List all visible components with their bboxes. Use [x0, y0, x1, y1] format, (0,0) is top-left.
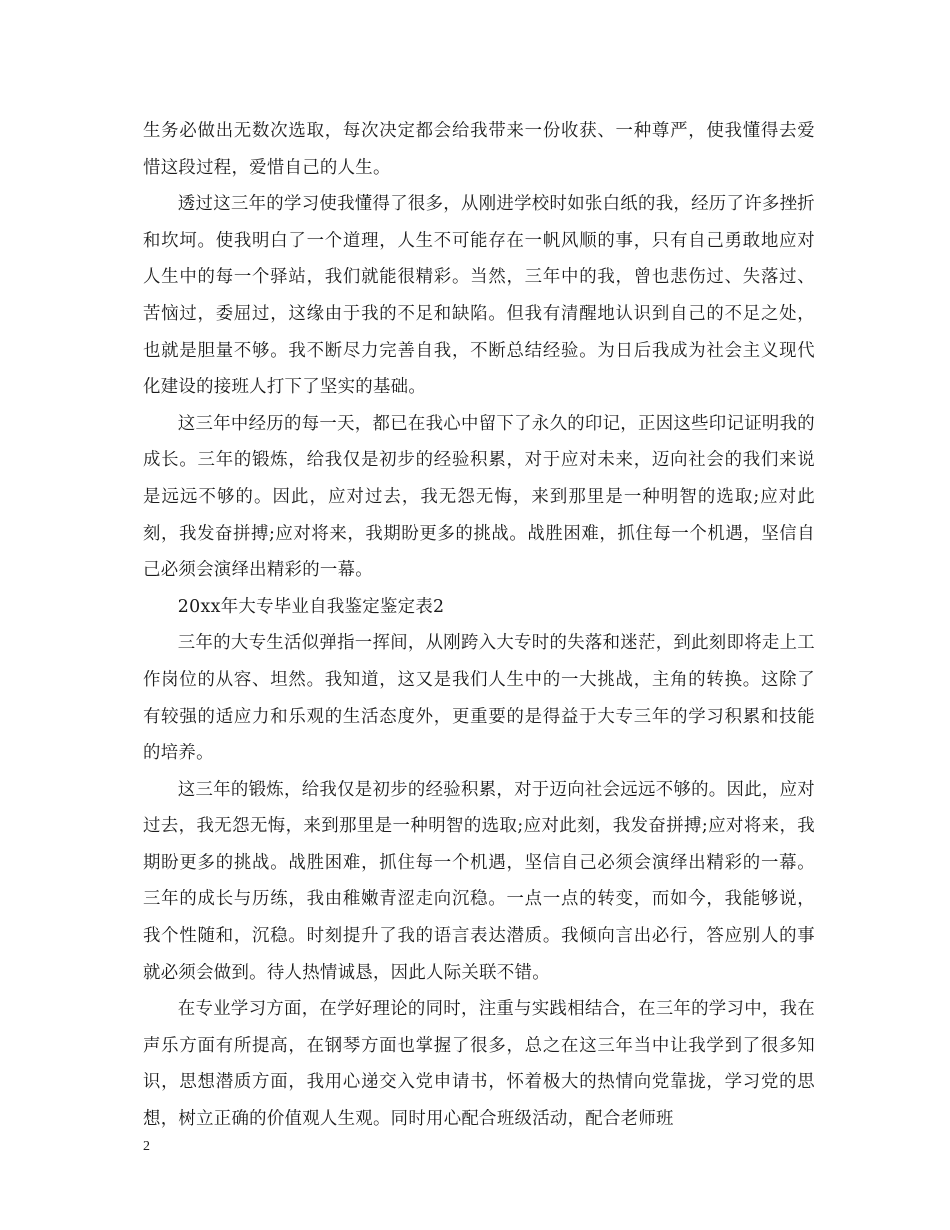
paragraph-1: 生务必做出无数次选取，每次决定都会给我带来一份收获、一种尊严，使我懂得去爱惜这段过程，爱惜自己的人生。 — [143, 121, 815, 178]
paragraph-7: 在专业学习方面，在学好理论的同时，注重与实践相结合，在三年的学习中，我在声乐方面有所提高，在钢琴方面也掌握了很多，总之在这三年当中让我学到了很多知识，思想潜质方面，我用心递交入党申请书，怀着极大的热情向党靠拢，学习党的思想，树立正确的价值观人生观。同时用心配合班级活动，配合老师班 — [143, 999, 815, 1130]
document-body — [143, 113, 815, 1138]
page-number: 2 — [143, 1139, 150, 1154]
paragraph-2: 透过这三年的学习使我懂得了很多，从刚进学校时如张白纸的我，经历了许多挫折和坎坷。使我明白了一个道理，人生不可能存在一帆风顺的事，只有自己勇敢地应对人生中的每一个驿站，我们就能很精彩。当然，三年中的我，曾也悲伤过、失落过、苦恼过，委屈过，这缘由于我的不足和缺陷。但我有清醒地认识到自己的不足之处，也就是胆量不够。我不断尽力完善自我，不断总结经验。为日后我成为社会主义现代化建设的接班人打下了坚实的基础。 — [143, 194, 815, 398]
paragraph-6: 这三年的锻炼，给我仅是初步的经验积累，对于迈向社会远远不够的。因此，应对过去，我无怨无悔，来到那里是一种明智的选取;应对此刻，我发奋拼搏;应对将来，我期盼更多的挑战。战胜困难，抓住每一个机遇，坚信自己必须会演绎出精彩的一幕。三年的成长与历练，我由稚嫩青涩走向沉稳。一点一点的转变，而如今，我能够说，我个性随和，沉稳。时刻提升了我的语言表达潜质。我倾向言出必行，答应别人的事就必须会做到。待人热情诚恳，因此人际关联不错。 — [143, 779, 815, 983]
paragraph-5: 三年的大专生活似弹指一挥间，从刚跨入大专时的失落和迷茫，到此刻即将走上工作岗位的从容、坦然。我知道，这又是我们人生中的一大挑战，主角的转换。这除了有较强的适应力和乐观的生活态度外，更重要的是得益于大专三年的学习积累和技能的培养。 — [143, 633, 815, 764]
section-heading: 20xx年大专毕业自我鉴定鉴定表2 — [177, 596, 445, 617]
paragraph-3: 这三年中经历的每一天，都已在我心中留下了永久的印记，正因这些印记证明我的成长。三年的锻炼，给我仅是初步的经验积累，对于应对未来，迈向社会的我们来说是远远不够的。因此，应对过去，我无怨无悔，来到那里是一种明智的选取;应对此刻，我发奋拼搏;应对将来，我期盼更多的挑战。战胜困难，抓住每一个机遇，坚信自己必须会演绎出精彩的一幕。 — [143, 413, 815, 581]
